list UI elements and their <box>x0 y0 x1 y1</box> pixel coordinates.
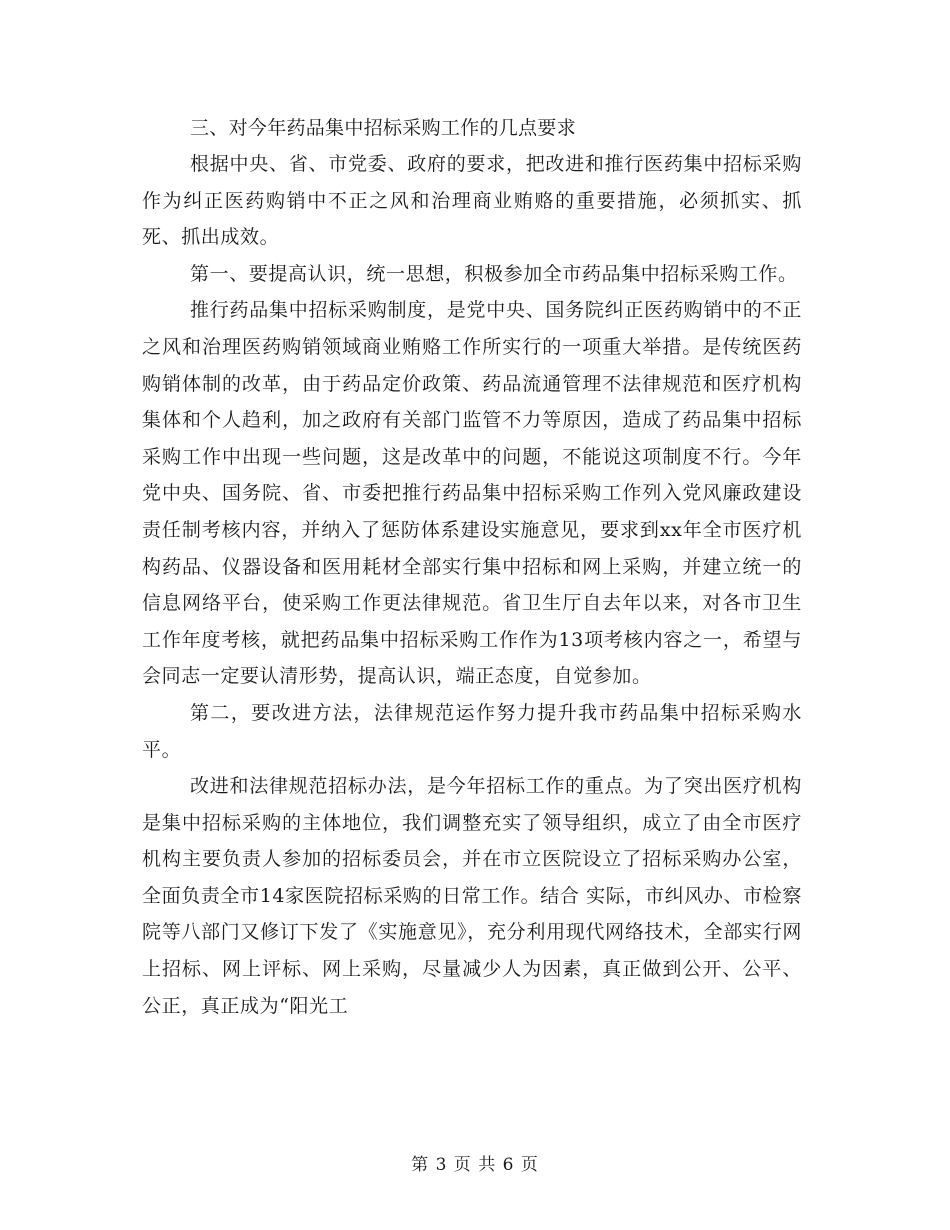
section-heading: 三、对今年药品集中招标采购工作的几点要求 <box>190 117 577 139</box>
paragraph-point-two-body: 改进和法律规范招标办法，是今年招标工作的重点。为了突出医疗机构是集中招标采购的主体地位，我们调整充实了领导组织，成立了由全市医疗机构主要负责人参加的招标委员会，并在市立医院设立了招标采购办公室，全面负责全市14家医院招标采购的日常工作。结合 实际，市纠风办、市检察院等八部门又修订下发了《实施意见》，充分利用现代网络技术，全部实行网上招标、网上评标、网上采购，尽量减少人为因素，真正做到公开、公平、公正，真正成为“阳光工 <box>142 775 802 1017</box>
document-body <box>142 110 802 1024</box>
paragraph-intro: 根据中央、省、市党委、政府的要求，把改进和推行医药集中招标采购作为纠正医药购销中不正之风和治理商业贿赂的重要措施，必须抓实、抓死、抓出成效。 <box>142 153 802 249</box>
paragraph-point-two-title: 第二，要改进方法，法律规范运作努力提升我市药品集中招标采购水平。 <box>142 701 802 761</box>
page-number-footer: 第 3 页 共 6 页 <box>411 1155 539 1175</box>
paragraph-point-one-title: 第一、要提高认识，统一思想，积极参加全市药品集中招标采购工作。 <box>190 262 798 285</box>
paragraph-point-one-body: 推行药品集中招标采购制度，是党中央、国务院纠正医药购销中的不正之风和治理医药购销领域商业贿赂工作所实行的一项重大举措。是传统医药购销体制的改革，由于药品定价政策、药品流通管理不法律规范和医疗机构集体和个人趋利，加之政府有关部门监管不力等原因，造成了药品集中招标采购工作中出现一些问题，这是改革中的问题，不能说这项制度不行。今年党中央、国务院、省、市委把推行药品集中招标采购工作列入党风廉政建设责任制考核内容，并纳入了惩防体系建设实施意见，要求到xx年全市医疗机构药品、仪器设备和医用耗材全部实行集中招标和网上采购，并建立统一的信息网络平台，使采购工作更法律规范。省卫生厅自去年以来，对各市卫生工作年度考核，就把药品集中招标采购工作作为13项考核内容之一，希望与会同志一定要认清形势，提高认识，端正态度，自觉参加。 <box>142 299 802 688</box>
